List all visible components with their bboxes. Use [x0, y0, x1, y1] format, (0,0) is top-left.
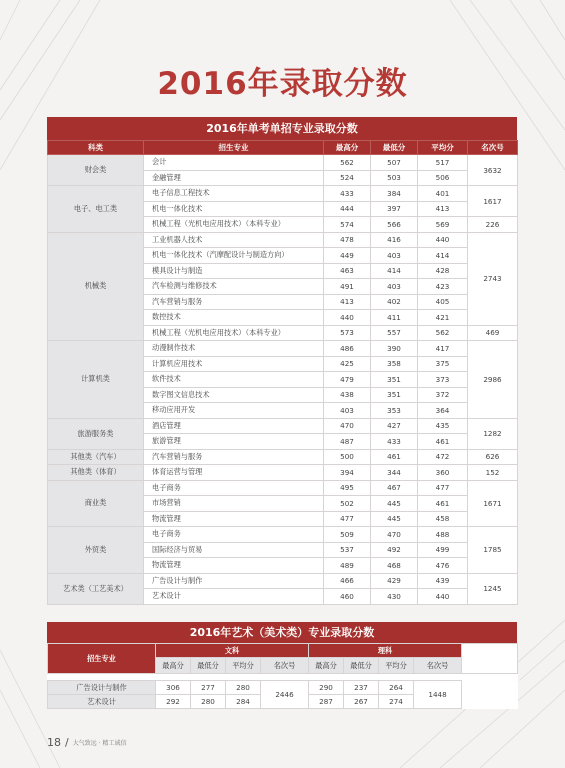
max-score-cell: 477 [324, 511, 371, 527]
table2 [47, 643, 518, 709]
avg-score-cell: 373 [418, 372, 468, 388]
min-score-cell: 402 [371, 294, 418, 310]
major-cell: 物流管理 [144, 558, 324, 574]
major-cell: 汽车营销与服务 [144, 449, 324, 465]
single-exam-score-table [47, 117, 517, 605]
column-header: 最高分 [324, 141, 371, 155]
avg-score-cell: 413 [418, 201, 468, 217]
min-score-cell: 384 [371, 186, 418, 202]
max-score-cell: 487 [324, 434, 371, 450]
score-cell: 237 [344, 681, 379, 695]
min-score-cell: 397 [371, 201, 418, 217]
major-cell: 酒店管理 [144, 418, 324, 434]
avg-score-cell: 499 [418, 542, 468, 558]
rank-cell: 469 [468, 325, 518, 341]
max-score-cell: 425 [324, 356, 371, 372]
score-cell: 284 [226, 695, 261, 709]
max-score-cell: 449 [324, 248, 371, 264]
min-score-cell: 445 [371, 496, 418, 512]
avg-score-cell: 461 [418, 496, 468, 512]
max-score-cell: 562 [324, 155, 371, 171]
column-header: 最低分 [344, 658, 379, 674]
major-cell: 机械工程（光机电应用技术）（本科专业） [144, 325, 324, 341]
max-score-cell: 502 [324, 496, 371, 512]
table-row [48, 449, 518, 465]
science-header: 理科 [309, 644, 462, 658]
footer-slogan: 大气致远 · 精工诚信 [72, 740, 127, 747]
category-cell: 艺术类（工艺美术） [48, 573, 144, 604]
avg-score-cell: 440 [418, 589, 468, 605]
category-cell: 计算机类 [48, 341, 144, 419]
max-score-cell: 460 [324, 589, 371, 605]
max-score-cell: 463 [324, 263, 371, 279]
major-cell: 机电一体化技术 [144, 201, 324, 217]
category-cell: 电子、电工类 [48, 186, 144, 233]
avg-score-cell: 428 [418, 263, 468, 279]
table-row [48, 232, 518, 248]
avg-score-cell: 401 [418, 186, 468, 202]
major-cell: 汽车营销与服务 [144, 294, 324, 310]
avg-score-cell: 439 [418, 573, 468, 589]
score-cell: 287 [309, 695, 344, 709]
column-header: 招生专业 [144, 141, 324, 155]
major-cell: 体育运营与管理 [144, 465, 324, 481]
max-score-cell: 444 [324, 201, 371, 217]
max-score-cell: 573 [324, 325, 371, 341]
min-score-cell: 353 [371, 403, 418, 419]
score-cell: 292 [156, 695, 191, 709]
max-score-cell: 537 [324, 542, 371, 558]
major-cell: 旅游管理 [144, 434, 324, 450]
art-exam-score-table [47, 622, 517, 709]
major-cell: 软件技术 [144, 372, 324, 388]
major-cell: 广告设计与制作 [144, 573, 324, 589]
column-header: 平均分 [418, 141, 468, 155]
max-score-cell: 394 [324, 465, 371, 481]
max-score-cell: 524 [324, 170, 371, 186]
table1-header-row [48, 141, 518, 155]
max-score-cell: 574 [324, 217, 371, 233]
min-score-cell: 503 [371, 170, 418, 186]
min-score-cell: 430 [371, 589, 418, 605]
max-score-cell: 466 [324, 573, 371, 589]
rank-cell: 2446 [261, 681, 309, 709]
min-score-cell: 344 [371, 465, 418, 481]
avg-score-cell: 372 [418, 387, 468, 403]
major-cell: 数控技术 [144, 310, 324, 326]
major-cell: 动漫制作技术 [144, 341, 324, 357]
avg-score-cell: 417 [418, 341, 468, 357]
min-score-cell: 390 [371, 341, 418, 357]
max-score-cell: 478 [324, 232, 371, 248]
min-score-cell: 403 [371, 279, 418, 295]
avg-score-cell: 435 [418, 418, 468, 434]
avg-score-cell: 569 [418, 217, 468, 233]
score-cell: 290 [309, 681, 344, 695]
rank-cell: 1282 [468, 418, 518, 449]
max-score-cell: 489 [324, 558, 371, 574]
min-score-cell: 557 [371, 325, 418, 341]
major-cell: 汽车检测与维修技术 [144, 279, 324, 295]
score-cell: 280 [191, 695, 226, 709]
avg-score-cell: 423 [418, 279, 468, 295]
table2-caption: 2016年艺术（美术类）专业录取分数 [47, 622, 517, 643]
major-cell: 电子商务 [144, 480, 324, 496]
major-cell: 电子商务 [144, 527, 324, 543]
min-score-cell: 411 [371, 310, 418, 326]
table-row [48, 480, 518, 496]
table1-caption: 2016年单考单招专业录取分数 [47, 117, 517, 140]
score-cell: 277 [191, 681, 226, 695]
rank-cell: 1245 [468, 573, 518, 604]
column-header: 最高分 [309, 658, 344, 674]
category-cell: 财会类 [48, 155, 144, 186]
min-score-cell: 351 [371, 387, 418, 403]
avg-score-cell: 472 [418, 449, 468, 465]
rank-cell: 3632 [468, 155, 518, 186]
min-score-cell: 445 [371, 511, 418, 527]
min-score-cell: 467 [371, 480, 418, 496]
category-cell: 旅游服务类 [48, 418, 144, 449]
category-cell: 商业类 [48, 480, 144, 527]
major-cell: 计算机应用技术 [144, 356, 324, 372]
column-header: 名次号 [414, 658, 462, 674]
min-score-cell: 461 [371, 449, 418, 465]
min-score-cell: 403 [371, 248, 418, 264]
table-row [48, 527, 518, 543]
column-header: 名次号 [468, 141, 518, 155]
min-score-cell: 414 [371, 263, 418, 279]
avg-score-cell: 477 [418, 480, 468, 496]
score-cell: 274 [379, 695, 414, 709]
avg-score-cell: 421 [418, 310, 468, 326]
min-score-cell: 492 [371, 542, 418, 558]
page-title: 2016年录取分数 [157, 66, 408, 102]
table-row [48, 341, 518, 357]
min-score-cell: 358 [371, 356, 418, 372]
major-cell: 艺术设计 [144, 589, 324, 605]
footer-separator: / [65, 736, 69, 749]
min-score-cell: 429 [371, 573, 418, 589]
rank-cell: 1785 [468, 527, 518, 574]
avg-score-cell: 488 [418, 527, 468, 543]
column-header: 最高分 [156, 658, 191, 674]
rank-cell: 1671 [468, 480, 518, 527]
major-cell: 市场营销 [144, 496, 324, 512]
min-score-cell: 433 [371, 434, 418, 450]
max-score-cell: 500 [324, 449, 371, 465]
min-score-cell: 416 [371, 232, 418, 248]
rank-cell: 1448 [414, 681, 462, 709]
max-score-cell: 486 [324, 341, 371, 357]
column-header: 科类 [48, 141, 144, 155]
max-score-cell: 433 [324, 186, 371, 202]
max-score-cell: 440 [324, 310, 371, 326]
rank-cell: 152 [468, 465, 518, 481]
major-cell: 模具设计与制造 [144, 263, 324, 279]
table-row [48, 573, 518, 589]
major-cell: 机电一体化技术（汽摩配设计与制造方向） [144, 248, 324, 264]
min-score-cell: 427 [371, 418, 418, 434]
min-score-cell: 507 [371, 155, 418, 171]
column-header: 名次号 [261, 658, 309, 674]
category-cell: 机械类 [48, 232, 144, 341]
category-cell: 外贸类 [48, 527, 144, 574]
avg-score-cell: 517 [418, 155, 468, 171]
column-header: 最低分 [191, 658, 226, 674]
rank-cell: 2986 [468, 341, 518, 419]
avg-score-cell: 375 [418, 356, 468, 372]
table-row [48, 681, 518, 695]
major-cell: 会计 [144, 155, 324, 171]
avg-score-cell: 476 [418, 558, 468, 574]
avg-score-cell: 364 [418, 403, 468, 419]
category-cell: 其他类（汽车） [48, 449, 144, 465]
avg-score-cell: 461 [418, 434, 468, 450]
table-row [48, 155, 518, 171]
min-score-cell: 351 [371, 372, 418, 388]
major-cell: 国际经济与贸易 [144, 542, 324, 558]
table1 [47, 140, 518, 605]
major-column-header: 招生专业 [48, 644, 156, 674]
major-cell: 艺术设计 [48, 695, 156, 709]
min-score-cell: 470 [371, 527, 418, 543]
avg-score-cell: 360 [418, 465, 468, 481]
avg-score-cell: 458 [418, 511, 468, 527]
avg-score-cell: 405 [418, 294, 468, 310]
major-cell: 移动应用开发 [144, 403, 324, 419]
liberal-arts-header: 文科 [156, 644, 309, 658]
min-score-cell: 566 [371, 217, 418, 233]
major-cell: 机械工程（光机电应用技术）（本科专业） [144, 217, 324, 233]
max-score-cell: 403 [324, 403, 371, 419]
score-cell: 264 [379, 681, 414, 695]
max-score-cell: 438 [324, 387, 371, 403]
major-cell: 金融管理 [144, 170, 324, 186]
major-cell: 电子信息工程技术 [144, 186, 324, 202]
avg-score-cell: 562 [418, 325, 468, 341]
major-cell: 物流管理 [144, 511, 324, 527]
major-cell: 工业机器人技术 [144, 232, 324, 248]
rank-cell: 2743 [468, 232, 518, 325]
page-footer [47, 736, 126, 749]
rank-cell: 1617 [468, 186, 518, 217]
column-header: 平均分 [379, 658, 414, 674]
category-cell: 其他类（体育） [48, 465, 144, 481]
major-cell: 数字图文信息技术 [144, 387, 324, 403]
max-score-cell: 509 [324, 527, 371, 543]
column-header: 最低分 [371, 141, 418, 155]
score-cell: 280 [226, 681, 261, 695]
avg-score-cell: 506 [418, 170, 468, 186]
table-row [48, 418, 518, 434]
max-score-cell: 470 [324, 418, 371, 434]
score-cell: 267 [344, 695, 379, 709]
rank-cell: 626 [468, 449, 518, 465]
column-header: 平均分 [226, 658, 261, 674]
page-number: 18 [47, 736, 61, 749]
table-row [48, 186, 518, 202]
avg-score-cell: 414 [418, 248, 468, 264]
major-cell: 广告设计与制作 [48, 681, 156, 695]
table-row [48, 465, 518, 481]
avg-score-cell: 440 [418, 232, 468, 248]
min-score-cell: 468 [371, 558, 418, 574]
max-score-cell: 495 [324, 480, 371, 496]
max-score-cell: 413 [324, 294, 371, 310]
max-score-cell: 479 [324, 372, 371, 388]
rank-cell: 226 [468, 217, 518, 233]
score-cell: 306 [156, 681, 191, 695]
max-score-cell: 491 [324, 279, 371, 295]
